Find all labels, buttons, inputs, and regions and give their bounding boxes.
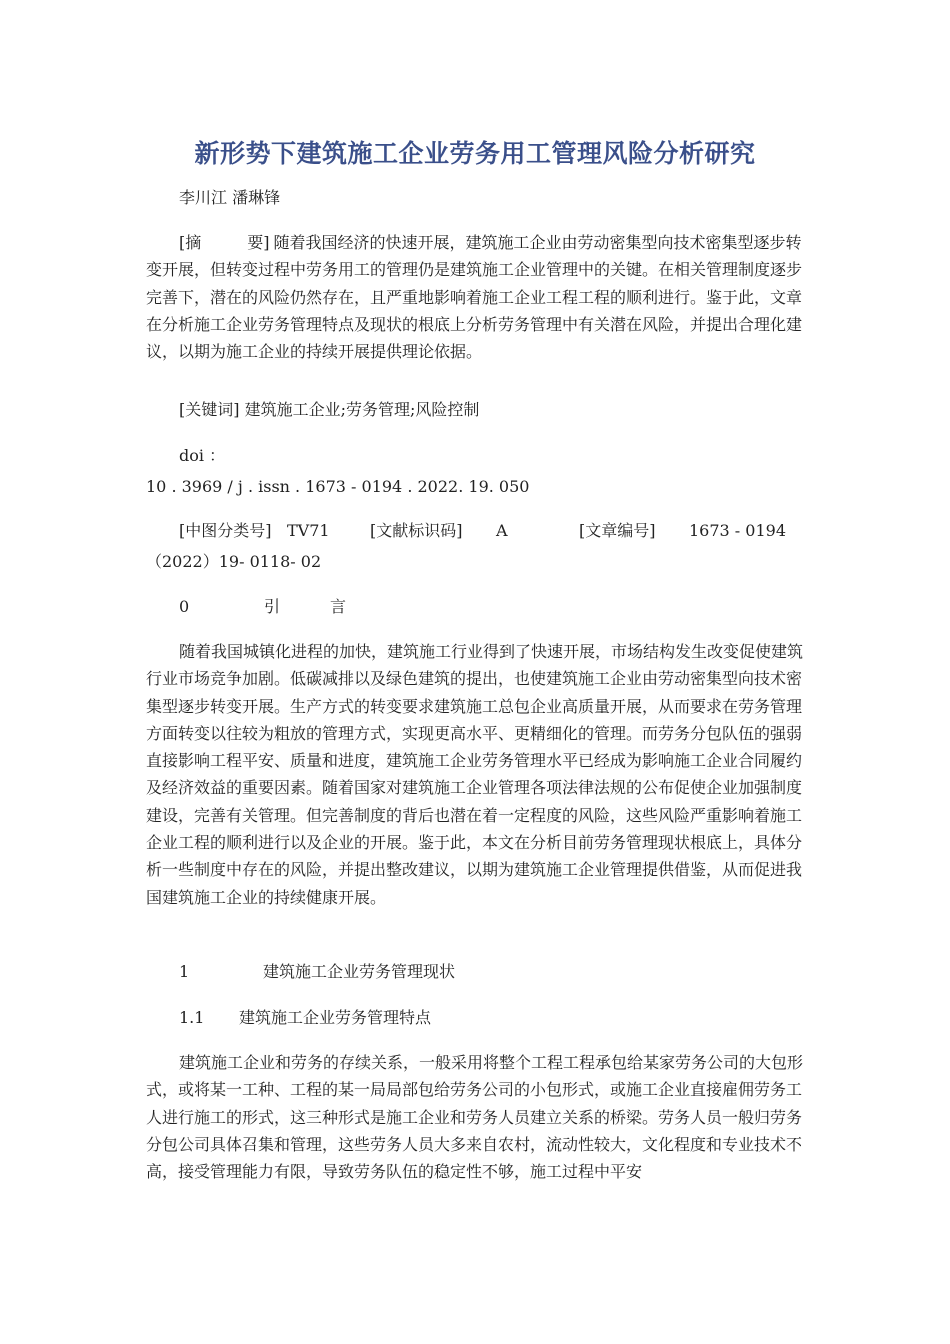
authors: 李川江 潘琳锋 bbox=[179, 188, 281, 207]
section-1-heading: 建筑施工企业劳务管理现状 bbox=[263, 962, 456, 981]
abstract-label-open: [摘 bbox=[179, 233, 202, 252]
section-1-number: 1 bbox=[179, 962, 190, 981]
doc-code-label: [文献标识码] bbox=[370, 521, 463, 540]
section-0-body bbox=[146, 638, 806, 911]
section-1-1-number: 1.1 bbox=[179, 1008, 205, 1027]
clc-value: TV71 bbox=[287, 521, 330, 540]
section-0-heading-char1: 引 bbox=[264, 597, 281, 616]
section-1-1-heading: 建筑施工企业劳务管理特点 bbox=[239, 1008, 432, 1027]
abstract-paragraph bbox=[146, 229, 806, 365]
article-number-label: [文章编号] bbox=[579, 521, 656, 540]
doi-label: doi ： bbox=[179, 446, 226, 465]
doi-value: 10 . 3969 / j . issn . 1673 - 0194 . 2022. 19. 050 bbox=[146, 477, 530, 496]
abstract-line1: 随着我国经济的快速开展，建筑施工企业由劳动密集型向技术密集型 bbox=[273, 233, 754, 252]
article-number-continued: （2022）19- 0118- 02 bbox=[146, 552, 322, 571]
section-0-text: 随着我国城镇化进程的加快，建筑施工行业得到了快速开展，市场结构发生改变促使建筑行业市场竞争加剧。低碳减排以及绿色建筑的提出，也使建筑施工企业由劳动密集型向技术密集型逐步转变开展。生产方式的转变要求建筑施工总包企业高质量开展，从而要求在劳务管理方面转变以往较为粗放的管理方式，实现更高水平、更精细化的管理。而劳务分包队伍的强弱直接影响工程平安、质量和进度，建筑施工企业劳务管理水平已经成为影响施工企业合同履约及经济效益的重要因素。随着国家对建筑施工企业管理各项法律法规的公布促使企业加强制度建设，完善有关管理。但完善制度的背后也潜在着一定程度的风险，这些风险严重影响着施工企业工程的顺利进行以及企业的开展。鉴于此，本文在分析目前劳务管理现状根底上，具体分析一些制度中存在的风险，并提出整改建议，以期为建筑施工企业管理提供借鉴，从而促进我国建筑施工企业的持续健康开展。 bbox=[146, 642, 804, 907]
article-number-value: 1673 - 0194 bbox=[689, 521, 787, 540]
section-0-number: 0 bbox=[179, 597, 190, 616]
clc-label: [中图分类号] bbox=[179, 521, 272, 540]
section-0-heading-char2: 言 bbox=[330, 597, 347, 616]
doc-code-value: A bbox=[496, 521, 508, 540]
section-1-1-body bbox=[146, 1049, 806, 1185]
abstract-body: 逐步转变开展，但转变过程中劳务用工的管理仍是建筑施工企业管理中的关键。在相关管理制度逐步完善下，潜在的风险仍然存在，且严重地影响着施工企业工程工程的顺利进行。鉴于此，文章在分析施工企业劳务管理特点及现状的根底上分析劳务管理中有关潜在风险，并提出合理化建议，以期为施工企业的持续开展提供理论依据。 bbox=[146, 233, 803, 362]
abstract-label-close: 要] bbox=[247, 233, 270, 252]
keywords: [关键词] 建筑施工企业;劳务管理;风险控制 bbox=[179, 400, 480, 419]
section-1-1-text: 建筑施工企业和劳务的存续关系，一般采用将整个工程工程承包给某家劳务公司的大包形式，或将某一工种、工程的某一局局部包给劳务公司的小包形式，或施工企业直接雇佣劳务工人进行施工的形式，这三种形式是施工企业和劳务人员建立关系的桥梁。劳务人员一般归劳务分包公司具体召集和管理，这些劳务人员大多来自农村，流动性较大，文化程度和专业技术不高，接受管理能力有限，导致劳务队伍的稳定性不够，施工过程中平安 bbox=[146, 1053, 804, 1182]
paper-title: 新形势下建筑施工企业劳务用工管理风险分析研究 bbox=[194, 139, 756, 168]
